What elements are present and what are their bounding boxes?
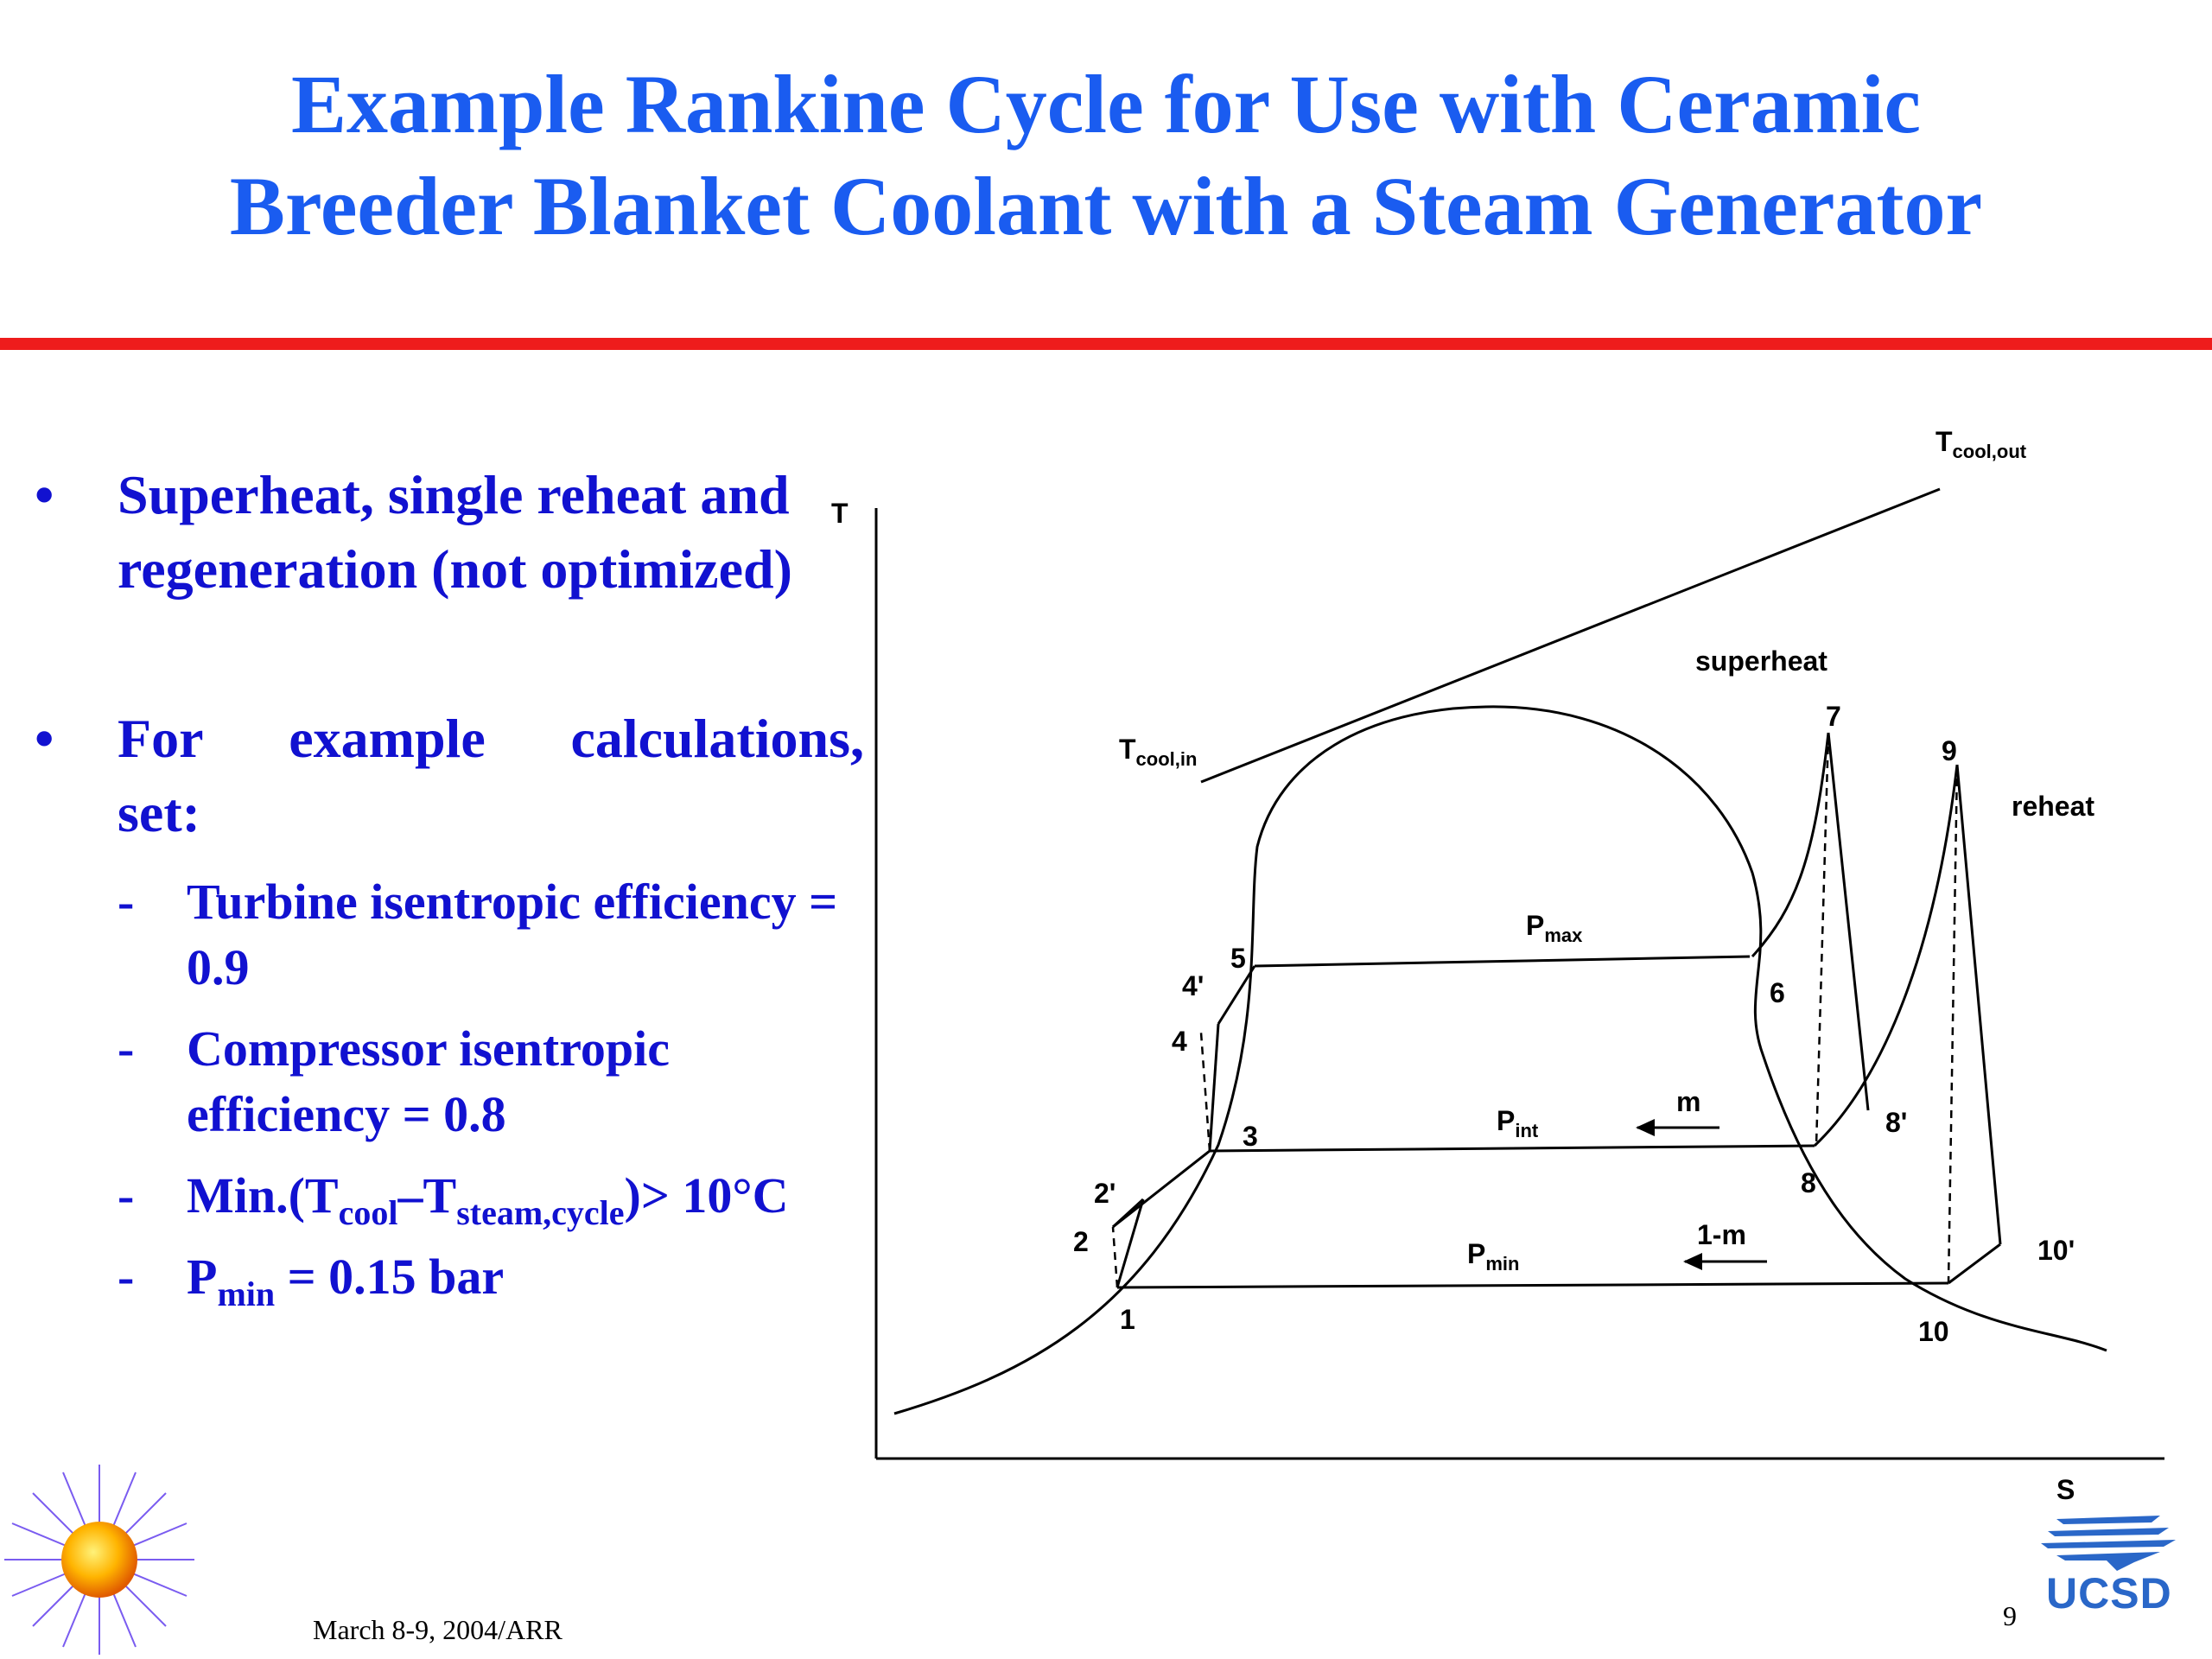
point-label-6: 6 bbox=[1770, 977, 1785, 1008]
pmax-label: $P_{max}$ bbox=[1526, 910, 1583, 946]
pmin-text: $P_{min} = 0.15$ bar bbox=[187, 1249, 505, 1313]
point-label-3: 3 bbox=[1243, 1121, 1258, 1152]
point-label-8p: 8' bbox=[1885, 1107, 1908, 1138]
line-10-10p bbox=[1948, 1244, 2000, 1283]
sub-text-compressor: Compressor isentropic efficiency = 0.8 bbox=[187, 1020, 671, 1142]
bullet-word: calculations, bbox=[570, 708, 864, 769]
bullet-text-1: Superheat, single reheat and regeneration (not optimized) bbox=[118, 464, 792, 600]
point-label-10p: 10' bbox=[2037, 1235, 2075, 1266]
bullet-dot-icon: • bbox=[35, 708, 54, 769]
dash-icon: - bbox=[118, 1249, 135, 1305]
expansion-7-8p bbox=[1828, 733, 1868, 1110]
pmin-label: $P_{min}$ bbox=[1467, 1238, 1520, 1274]
tcool-out-label: $T_{cool,out}$ bbox=[1936, 426, 2027, 462]
saturation-dome bbox=[894, 707, 2107, 1414]
point-label-10: 10 bbox=[1918, 1316, 1949, 1347]
point-label-7: 7 bbox=[1826, 701, 1841, 732]
reheat-label: reheat bbox=[2012, 791, 2095, 822]
dash-icon: - bbox=[118, 1020, 135, 1077]
pump-3-4p bbox=[1210, 1024, 1218, 1151]
ideal-expansion-7-8 bbox=[1816, 733, 1828, 1146]
bullet-word: For bbox=[118, 708, 204, 769]
one-minus-m-label: 1-m bbox=[1697, 1219, 1746, 1250]
dash-icon: - bbox=[118, 1167, 135, 1224]
sub-text-turbine: Turbine isentropic efficiency = 0.9 bbox=[187, 874, 838, 995]
bullet-dot-icon: • bbox=[35, 464, 54, 525]
point-label-9: 9 bbox=[1942, 735, 1957, 766]
reheat-curve bbox=[1815, 765, 1957, 1146]
expansion-9-10p bbox=[1957, 765, 2000, 1244]
one-minus-m-arrow-head bbox=[1683, 1253, 1702, 1270]
sun-logo-icon bbox=[0, 1460, 199, 1659]
point-label-8: 8 bbox=[1801, 1167, 1816, 1198]
pint-label: $P_{int}$ bbox=[1497, 1105, 1539, 1141]
title-line-2: Breeder Blanket Coolant with a Steam Generator bbox=[229, 160, 1983, 252]
ucsd-logo-text: UCSD bbox=[2046, 1569, 2172, 1618]
ideal-pump-1-2 bbox=[1113, 1227, 1117, 1287]
page-number: 9 bbox=[2003, 1600, 2017, 1631]
tcool-in-label: $T_{cool,in}$ bbox=[1119, 734, 1198, 770]
axis-label-s: S bbox=[2056, 1474, 2075, 1505]
point-label-1: 1 bbox=[1120, 1304, 1135, 1335]
superheat-label: superheat bbox=[1695, 645, 1827, 677]
point-label-2: 2 bbox=[1073, 1226, 1089, 1257]
superheat-curve bbox=[1752, 733, 1828, 957]
m-arrow-head bbox=[1636, 1119, 1655, 1136]
pmax-line bbox=[1255, 957, 1750, 966]
point-label-2p: 2' bbox=[1094, 1178, 1116, 1209]
ideal-expansion-9-10 bbox=[1948, 765, 1957, 1283]
point-label-5: 5 bbox=[1230, 943, 1246, 974]
point-label-4: 4 bbox=[1172, 1026, 1187, 1057]
min-temp-text: $Min.(T_{cool}-T_{steam,cycle})> 10^\circ C$ bbox=[187, 1167, 789, 1232]
title-line-1: Example Rankine Cycle for Use with Ceramic bbox=[291, 58, 1921, 150]
footer-date: March 8-9, 2004/ARR bbox=[313, 1614, 563, 1645]
bullet-text-2-line2: set: bbox=[118, 782, 200, 843]
bullet-word: example bbox=[289, 708, 486, 769]
m-label: m bbox=[1676, 1086, 1701, 1117]
pint-line bbox=[1210, 1146, 1815, 1151]
pmin-line bbox=[1117, 1283, 1948, 1287]
ideal-pump-3-4 bbox=[1201, 1033, 1210, 1151]
point-label-4p: 4' bbox=[1182, 970, 1205, 1001]
axis-label-t: T bbox=[831, 498, 849, 529]
dash-icon: - bbox=[118, 874, 135, 930]
